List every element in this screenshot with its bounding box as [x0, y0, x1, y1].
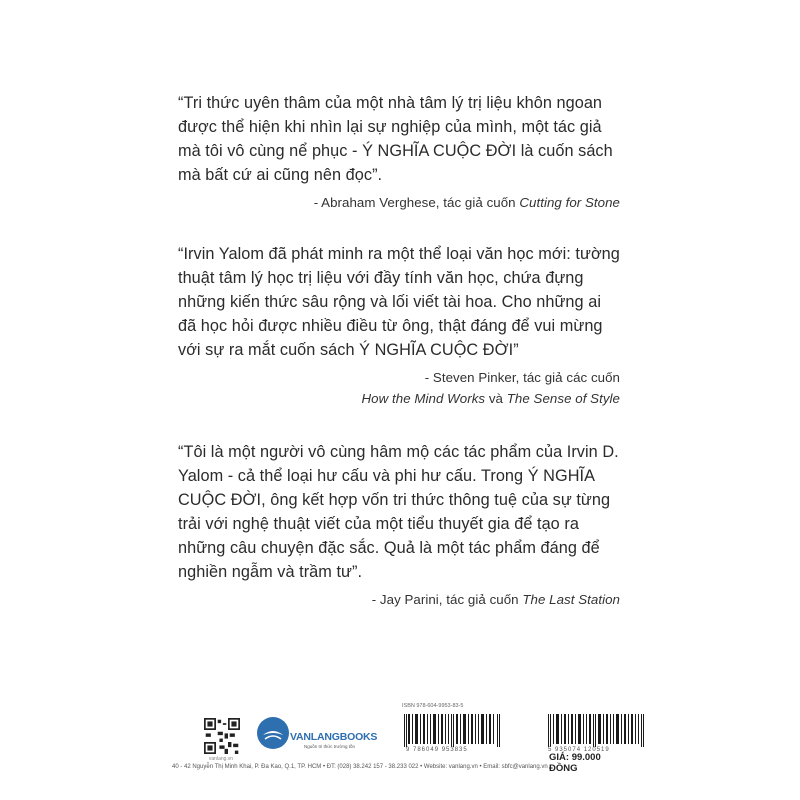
attribution-book-title: How the Mind Works — [361, 391, 486, 406]
attribution-book-title-2: The Sense of Style — [506, 391, 620, 406]
isbn-label: ISBN 978-604-9953-83-5 — [402, 703, 464, 709]
quote-1 — [178, 91, 620, 213]
attribution-author: - Steven Pinker, tác giả các cuốn — [424, 370, 620, 385]
attribution-book-title: The Last Station — [522, 592, 620, 607]
quote-text: “Tri thức uyên thâm của một nhà tâm lý trị liệu khôn ngoan được thể hiện khi nhìn lại sự nghiệp của mình, một tác giả mà tôi vô cùng nể phục - Ý NGHĨA CUỘC ĐỜI là cuốn sách mà bất cứ ai cũng nên đọc”. — [178, 94, 613, 184]
quote-3 — [178, 440, 620, 610]
publisher-tagline: Nguồn tri thức trường tồn — [304, 744, 355, 749]
attribution-joiner: và — [488, 391, 503, 406]
publisher-address: 40 - 42 Nguyễn Thị Minh Khai, P. Đa Kao, Q.1, TP. HCM • ĐT: (028) 38.242 157 - 38.233 022 • Website: vanlang.vn • Email: sbfc@vanlang.vn — [172, 764, 548, 770]
attribution-book-title: Cutting for Stone — [519, 195, 620, 210]
attribution-author: - Jay Parini, tác giả cuốn — [371, 592, 519, 607]
price-barcode — [546, 710, 647, 747]
attribution-author: - Abraham Verghese, tác giả cuốn — [313, 195, 516, 210]
publisher-logo-text: VANLANGBOOKS — [290, 731, 378, 743]
book-price: GIÁ: 99.000 ĐỒNG — [549, 752, 601, 774]
qr-caption: vanlang.vn — [208, 756, 234, 762]
quote-text: “Tôi là một người vô cùng hâm mộ các tác phẩm của Irvin D. Yalom - cả thể loại hư cấu và phi hư cấu. Trong Ý NGHĨA CUỘC ĐỜI, ông kết hợp vốn tri thức thông tuệ của sự từng trải với nghệ thuật viết của một tiểu thuyết gia để tạo ra những câu chuyện đặc sắc. Quả là một tác phẩm đáng để nghiền ngẫm và trầm tư”. — [178, 443, 619, 581]
qr-code-icon — [204, 718, 240, 754]
publisher-logo-icon — [257, 717, 289, 749]
quote-attribution — [178, 192, 620, 213]
quote-attribution — [178, 367, 620, 409]
quote-attribution — [178, 589, 620, 610]
isbn-number: 9 786049 953835 — [406, 747, 468, 753]
price-code-number: 5 935074 120519 — [548, 747, 610, 753]
quote-2 — [178, 242, 620, 409]
quote-text: “Irvin Yalom đã phát minh ra một thể loại văn học mới: tường thuật tâm lý học trị liệu với đầy tính văn học, chứa đựng những kiến thức sâu rộng và lối viết tài hoa. Cho những ai đã học hỏi được nhiều điều từ ông, thật đáng để vui mừng với sự ra mắt cuốn sách Ý NGHĨA CUỘC ĐỜI” — [178, 245, 620, 359]
isbn-barcode — [402, 710, 503, 747]
